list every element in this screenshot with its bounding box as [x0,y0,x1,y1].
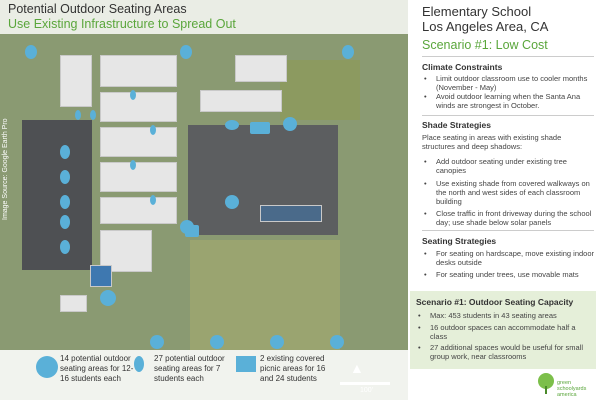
shade-intro: Place seating in areas with existing shade structures and deep shadows: [422,133,562,151]
seating-area-dot [210,335,224,349]
building [235,55,287,82]
seating-area-dot [60,195,70,209]
covered-picnic-area [185,225,199,237]
info-panel: Elementary School Los Angeles Area, CA Scenario #1: Low Cost Climate Constraints • Limit outdoor classroom use to cooler months (November - May) • Avoid outdoor learning when the Santa Ana winds are strongest in October. Shade Strategies Place seating in areas with existing shade structures and deep shadows: • Add outdoor seating under existing tree canopies • Use existing shade from covered walkways on the north and west sides of each classroom building • Close traffic in front driveway during the school day; use shade below solar panels Seating Strategies • For seating on hardscape, move existing indoor desks outside • For seating under trees, use movable mats [408,0,600,400]
picnic-area-icon [236,356,256,372]
seating-small-dot [75,110,81,120]
divider [422,230,594,231]
seating-small-dot [130,160,136,170]
seating-area-dot [283,117,297,131]
building [90,265,112,287]
seating-area-dot [60,145,70,159]
map-legend: 14 potential outdoor seating areas for 12-16 students each 27 potential outdoor seating areas for 7 students each 2 existing covered picnic areas for 16 and 24 students [0,350,408,400]
solar-panel [260,205,322,222]
seating-area-dot [342,45,354,59]
seating-area-dot [225,120,239,130]
small-seat-icon [134,356,144,372]
shade-header: Shade Strategies [422,120,491,130]
capacity-header: Scenario #1: Outdoor Seating Capacity [416,297,574,307]
seating-area-dot [330,335,344,349]
seating-area-dot [60,170,70,184]
map-title: Potential Outdoor Seating Areas [8,2,187,16]
building [100,55,177,87]
building [100,92,177,122]
divider [422,115,594,116]
seating-area-dot [100,290,116,306]
map-subtitle: Use Existing Infrastructure to Spread Out [8,17,236,31]
capacity-box: Scenario #1: Outdoor Seating Capacity • Max: 453 students in 43 seating areas • 16 outdoor spaces can accommodate half a class • 27 additional spaces would be useful for small group work, near classrooms [410,291,596,369]
seating-small-dot [150,195,156,205]
school-title: Elementary School Los Angeles Area, CA [422,4,549,34]
parking-lot [22,120,92,270]
seating-area-dot [225,195,239,209]
image-source: Image Source: Google Earth Pro [2,118,9,220]
seating-small-dot [150,125,156,135]
seating-area-dot [60,240,70,254]
building [100,197,177,224]
seating-small-dot [130,90,136,100]
logo-text: green schoolyards america [557,380,587,398]
seating-area-dot [150,335,164,349]
climate-header: Climate Constraints [422,62,503,72]
seating-area-dot [270,335,284,349]
large-seat-icon [36,356,58,378]
seating-small-dot [90,110,96,120]
divider [422,56,594,57]
building [100,162,177,192]
building [100,127,177,157]
building [60,55,92,107]
scenario-title: Scenario #1: Low Cost [422,38,548,52]
covered-picnic-area [250,122,270,134]
seating-area-dot [25,45,37,59]
seating-area-dot [180,45,192,59]
grass-area [280,60,360,120]
tree-logo-icon [535,372,557,394]
seating-area-dot [60,215,70,229]
grass-field [190,240,340,350]
building [60,295,87,312]
building [200,90,282,112]
seating-header: Seating Strategies [422,236,497,246]
map-title-box [0,0,408,34]
